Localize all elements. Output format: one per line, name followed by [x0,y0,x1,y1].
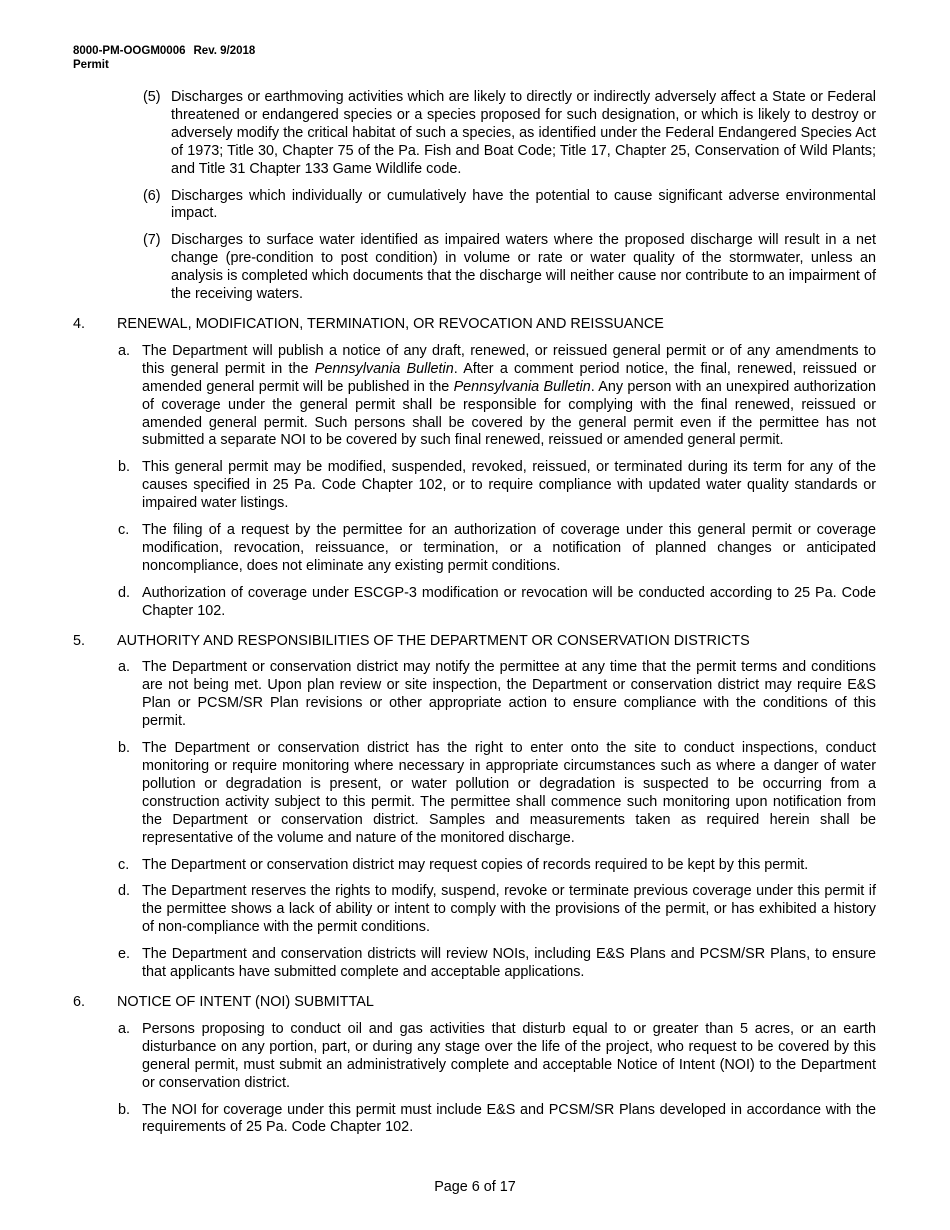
item-text: Persons proposing to conduct oil and gas activities that disturb equal to or greater than 5 acres, or an earth disturbance on any portion, part, or during any stage over the life of the project, who request to be covered by this general permit, must submit an administratively complete and acceptable Notice of Intent (NOI) to the Department or conservation district. [142,1020,876,1091]
item-text: The Department or conservation district has the right to enter onto the site to conduct inspections, conduct monitoring or require monitoring where necessary in appropriate circumstances such as where a danger of water pollution or degradation is present, or water pollution or degradation is suspected to be occurring from a construction activity subject to this permit. The permittee shall commence such monitoring upon notification from the Department or conservation district. Samples and measurements taken as required herein shall be representative of the volume and nature of the monitored discharge. [142,740,876,846]
form-code: 8000-PM-OOGM0006 [73,45,186,57]
list-item [73,883,876,937]
document-header [73,44,255,72]
document-type: Permit [73,59,109,71]
item-number: d. [118,883,131,900]
item-number: b. [118,740,131,757]
list-item [73,459,876,513]
publication-name: Pennsylvania Bulletin [314,360,454,377]
list-item [73,343,876,450]
item-text: Discharges or earthmoving activities which are likely to directly or indirectly adversely affect a State or Federal threatened or endangered species or a species proposed for such designation, or which is likely to destroy or adversely modify the critical habitat of such a species, as identified under the Federal Endangered Species Act of 1973; Title 30, Chapter 75 of the Pa. Fish and Boat Code; Title 17, Chapter 25, Conservation of Wild Plants; and Title 31 Chapter 133 Game Wildlife code. [171,89,876,177]
item-number: c. [118,856,130,873]
item-text: The Department and conservation districts will review NOIs, including E&S Plans and PCSM/SR Plans, to ensure that applicants have submitted complete and acceptable applications. [142,946,876,981]
section-heading-5 [73,633,876,651]
section-title: NOTICE OF INTENT (NOI) SUBMITTAL [117,993,374,1010]
list-item [73,857,876,875]
item-number: (6) [143,187,161,204]
list-item [73,1102,876,1138]
revision: Rev. 9/2018 [193,45,256,57]
list-item [73,522,876,576]
item-text: The Department will publish a notice of any draft, renewed, or reissued general permit or of any amendments to this general permit in the Pennsylvania Bulletin. After a comment period notice, the final, renewed, reissued or amended general permit will be published in the Pennsylvania Bulletin. Any person with an unexpired authorization of coverage under the general permit shall be responsible for complying with the final renewed, reissued or amended general permit. Such persons shall be covered by the general permit even if the permittee has not submitted a separate NOI to be covered by such final renewed, reissued or amended general permit. [142,342,877,449]
list-item [73,585,876,621]
section-title: AUTHORITY AND RESPONSIBILITIES OF THE DEPARTMENT OR CONSERVATION DISTRICTS [117,632,750,649]
item-number: e. [118,946,131,963]
item-number: a. [118,1020,131,1037]
item-text: The Department or conservation district may request copies of records required to be kept by this permit. [142,856,809,873]
form-code-line [73,44,255,58]
item-text: This general permit may be modified, suspended, revoked, reissued, or terminated during its term for any of the causes specified in 25 Pa. Code Chapter 102, or to require compliance with updated water quality standards or impaired water listings. [142,459,876,512]
item-text: The filing of a request by the permittee for an authorization of coverage under this general permit or coverage modification, revocation, reissuance, or termination, or a notification of planned changes or anticipated noncompliance, does not eliminate any existing permit conditions. [142,522,876,574]
section-heading-6 [73,994,876,1012]
page-body [73,89,876,1146]
item-number: d. [118,584,131,601]
list-item [73,89,876,179]
section-title: RENEWAL, MODIFICATION, TERMINATION, OR REVOCATION AND REISSUANCE [117,315,664,332]
list-item [73,232,876,304]
list-item [73,659,876,731]
item-text: The NOI for coverage under this permit must include E&S and PCSM/SR Plans developed in accordance with the requirements of 25 Pa. Code Chapter 102. [142,1101,876,1136]
item-number: a. [118,342,131,359]
item-number: b. [118,459,131,476]
publication-name: Pennsylvania Bulletin [453,378,591,395]
list-item [73,740,876,847]
item-text: The Department or conservation district may notify the permittee at any time that the permit terms and conditions are not being met. Upon plan review or site inspection, the Department or conservation district may require E&S Plan or PCSM/SR Plan revisions or other appropriate action to ensure compliance with the conditions of this permit. [142,659,876,730]
section-number: 4. [73,315,86,332]
list-item [73,188,876,224]
section-number: 6. [73,993,86,1010]
item-text: Authorization of coverage under ESCGP-3 modification or revocation will be conducted according to 25 Pa. Code Chapter 102. [142,584,876,619]
list-item [73,946,876,982]
item-text: Discharges to surface water identified as impaired waters where the proposed discharge will result in a net change (pre-condition to post condition) in volume or rate or water quality of the stormwater, unless an analysis is completed which documents that the discharge will neither cause nor contribute to an impairment of the receiving waters. [171,232,876,303]
section-number: 5. [73,632,86,649]
item-number: b. [118,1101,131,1118]
item-number: (5) [143,89,161,105]
item-number: (7) [143,232,161,249]
item-text: Discharges which individually or cumulatively have the potential to cause significant adverse environmental impact. [171,187,876,222]
item-number: c. [118,522,130,539]
section-heading-4 [73,316,876,334]
item-number: a. [118,659,131,676]
list-item [73,1021,876,1093]
page-number: Page 6 of 17 [434,1179,516,1195]
item-text: The Department reserves the rights to modify, suspend, revoke or terminate previous coverage under this permit if the permittee shows a lack of ability or intent to comply with the provisions of the permit, or has exhibited a history of non-compliance with the permit conditions. [142,883,876,936]
